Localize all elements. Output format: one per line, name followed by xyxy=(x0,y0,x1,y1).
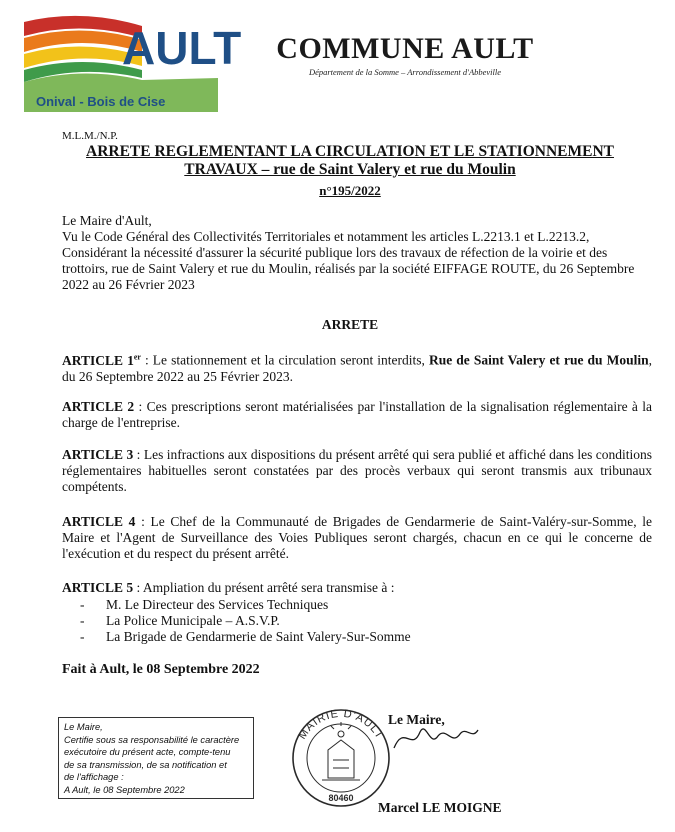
article-text: , du 26 Septembre 2022 au 25 Février 2023. xyxy=(62,352,652,384)
list-item: - M. Le Directeur des Services Techniques xyxy=(80,597,329,612)
article-label: ARTICLE 4 xyxy=(62,514,136,529)
article-label: ARTICLE 2 xyxy=(62,399,135,414)
article-text: : Le stationnement et la circulation seront interdits, xyxy=(140,352,429,368)
cert-line: de sa transmission, de sa notification et xyxy=(64,759,227,770)
logo-subtitle: Onival - Bois de Cise xyxy=(36,94,166,109)
article-text: : Les infractions aux dispositions du présent arrêté qui sera publié et affiché dans les conditions réglementaires habituelles seront constatées par des procès verbaux qui seront transmis aux tribunaux compétents. xyxy=(62,447,652,494)
ault-logo xyxy=(22,12,242,112)
place-date: Fait à Ault, le 08 Septembre 2022 xyxy=(62,662,260,677)
article-4 xyxy=(62,514,652,562)
article-text: : Le Chef de la Communauté de Brigades de Gendarmerie de Saint-Valéry-sur-Somme, le Maire et l'Agent de Surveillance des Voies Publiques seront chargés, chacun en ce qui le concerne de l'exécution et du respect du présent arrêté. xyxy=(62,514,652,561)
commune-subtitle: Département de la Somme – Arrondissement d'Abbeville xyxy=(308,67,502,77)
list-item: - La Police Municipale – A.S.V.P. xyxy=(80,613,280,628)
title-line-1: ARRETE REGLEMENTANT LA CIRCULATION ET LE STATIONNEMENT xyxy=(86,143,614,160)
cert-line: Certifie sous sa responsabilité le caractère xyxy=(64,734,240,745)
document-title xyxy=(40,143,660,179)
article-label: ARTICLE 3 xyxy=(62,447,134,462)
article-text: : Ampliation du présent arrêté sera transmise à : xyxy=(133,580,395,595)
list-item: - La Brigade de Gendarmerie de Saint Valery-Sur-Somme xyxy=(80,629,411,644)
cert-line: exécutoire du présent acte, compte-tenu xyxy=(64,747,231,757)
article-5 xyxy=(62,580,652,596)
stamp-text: MAIRIE D'AULT xyxy=(296,707,386,742)
preamble-line: Le Maire d'Ault, xyxy=(62,213,152,228)
arrete-number: n°195/2022 xyxy=(319,183,381,198)
arrete-heading: ARRETE xyxy=(321,317,379,332)
article-1 xyxy=(62,349,652,385)
preamble-line: Vu le Code Général des Collectivités Territoriales et notamment les articles L.2213.1 et L.2213.2, xyxy=(62,229,590,244)
article-label: ARTICLE 1er xyxy=(62,352,141,368)
commune-title: COMMUNE AULT xyxy=(276,32,534,65)
article-label: ARTICLE 5 xyxy=(62,580,134,595)
preamble-line: Considérant la nécessité d'assurer la sécurité publique lors des travaux de réfection de la voirie et des trottoirs, rue de Saint Valery et rue du Moulin, réalisés par la société EIFFAGE ROUTE, du 26 Septembre 2022 au 26 Février 2023 xyxy=(62,245,635,292)
signatory-name: Marcel LE MOIGNE xyxy=(378,800,502,815)
title-line-2: TRAVAUX – rue de Saint Valery et rue du Moulin xyxy=(184,161,516,178)
preamble xyxy=(62,213,652,293)
cert-line: A Ault, le 08 Septembre 2022 xyxy=(64,784,185,795)
article-text: : Ces prescriptions seront matérialisées par l'installation de la signalisation réglementaire à la charge de l'entreprise. xyxy=(62,399,653,430)
reference-code: M.L.M./N.P. xyxy=(62,130,118,142)
logo-title: AULT xyxy=(122,22,242,74)
recipient-list xyxy=(80,597,640,645)
handwritten-signature xyxy=(390,718,480,758)
article-text-bold: Rue de Saint Valery et rue du Moulin xyxy=(428,352,649,368)
cert-line: de l'affichage : xyxy=(64,772,124,782)
certification-box xyxy=(58,717,254,799)
signature-title: Le Maire, xyxy=(388,712,445,727)
cert-line: Le Maire, xyxy=(64,722,103,732)
official-stamp xyxy=(286,700,396,810)
article-3 xyxy=(62,447,652,495)
article-2 xyxy=(62,399,652,431)
stamp-postcode: 80460 xyxy=(328,793,354,803)
